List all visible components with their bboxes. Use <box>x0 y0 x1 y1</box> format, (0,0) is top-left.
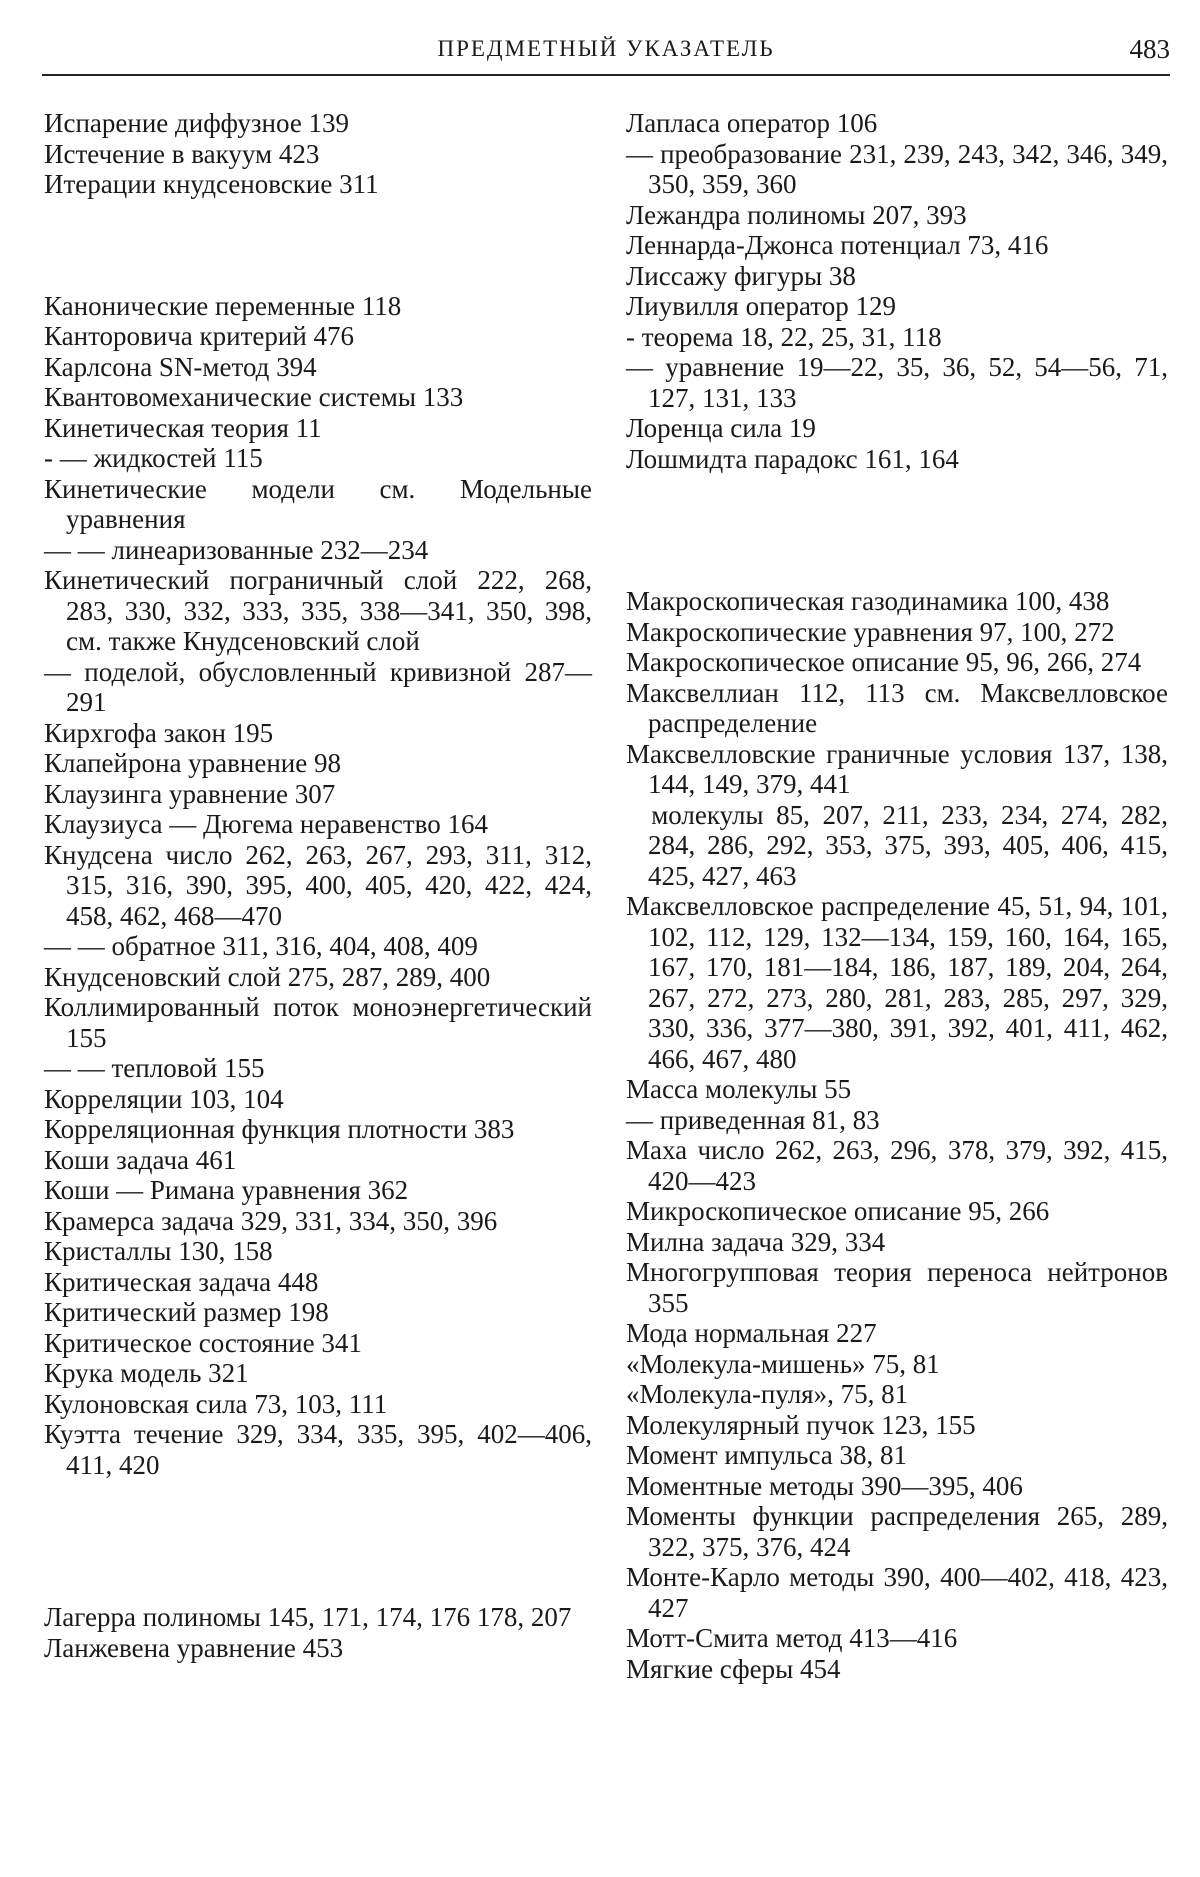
index-entry: — уравнение 19—22, 35, 36, 52, 54—56, 71, 127, 131, 133 <box>626 352 1175 413</box>
index-entry: Лежандра полиномы 207, 393 <box>626 199 967 230</box>
index-entry: Клаузиуса — Дюгема неравенство 164 <box>44 809 488 839</box>
index-entry: Квантовомеханические системы 133 <box>44 382 464 412</box>
index-entry: Итерации кнудсеновские 311 <box>44 169 379 199</box>
index-entry: Канторовича критерий 476 <box>44 321 355 351</box>
index-entry: Монте-Карло методы 390, 400—402, 418, 423, 427 <box>626 1562 1175 1623</box>
index-entry: Моменты функции распределения 265, 289, 322, 375, 376, 424 <box>626 1501 1175 1562</box>
index-entry: Многогрупповая теория переноса нейтронов 355 <box>626 1257 1175 1318</box>
index-entry: Ланжевена уравнение 453 <box>44 1632 344 1663</box>
index-entry: — — обратное 311, 316, 404, 408, 409 <box>44 931 478 961</box>
index-entry: Кинетический пограничный слой 222, 268, 283, 330, 332, 333, 335, 338—341, 350, 398, см. также Кнудсеновский слой <box>44 565 599 656</box>
section-gap <box>44 1480 592 1602</box>
index-entry: Коши — Римана уравнения 362 <box>44 1175 409 1205</box>
index-entry: Мягкие сферы 454 <box>626 1653 841 1684</box>
left-column <box>44 108 599 1663</box>
index-entry: Микроскопическое описание 95, 266 <box>626 1196 1050 1226</box>
index-entry: Карлсона SN-метод 394 <box>44 351 317 382</box>
index-entry: Коши задача 461 <box>44 1144 237 1175</box>
index-entry: Лапласа оператор 106 <box>626 108 878 138</box>
right-column <box>626 108 1175 1684</box>
index-entry: Момент импульса 38, 81 <box>626 1440 908 1470</box>
index-entry: Критическая задача 448 <box>44 1266 319 1297</box>
index-entry: Макроскопическая газодинамика 100, 438 <box>626 586 1110 616</box>
index-entry: Максвелловские граничные условия 137, 138, 144, 149, 379, 441 <box>626 738 1175 799</box>
index-entry: - — жидкостей 115 <box>44 443 263 473</box>
section-gap <box>626 474 1168 586</box>
index-section-l-cont <box>626 108 1175 474</box>
index-entry: Крука модель 321 <box>44 1358 249 1388</box>
index-entry: «Молекула-мишень» 75, 81 <box>626 1348 940 1379</box>
index-entry: Критическое состояние 341 <box>44 1327 362 1358</box>
index-entry: Канонические переменные 118 <box>44 290 402 321</box>
index-entry: «Молекула-пуля», 75, 81 <box>626 1379 909 1409</box>
section-gap <box>44 200 592 291</box>
index-entry: Лошмидта парадокс 161, 164 <box>626 443 959 474</box>
index-entry: - теорема 18, 22, 25, 31, 118 <box>626 321 942 352</box>
index-section-m <box>626 586 1175 1684</box>
index-entry: Лиссажу фигуры 38 <box>626 260 856 291</box>
page-header <box>42 30 1170 78</box>
index-entry: Кинетическая теория 11 <box>44 412 322 443</box>
index-entry: Кулоновская сила 73, 103, 111 <box>44 1388 388 1419</box>
index-entry: Милна задача 329, 334 <box>626 1226 886 1257</box>
index-entry: — — тепловой 155 <box>44 1053 265 1083</box>
index-entry: Лиувилля оператор 129 <box>626 291 896 321</box>
index-entry: Кристаллы 130, 158 <box>44 1236 273 1266</box>
index-entry: Лоренца сила 19 <box>626 413 816 443</box>
header-rule <box>42 74 1170 76</box>
index-entry: Мода нормальная 227 <box>626 1318 877 1348</box>
index-entry: Максвелловское распределение 45, 51, 94, 101, 102, 112, 129, 132—134, 159, 160, 164, 165, 167, 170, 181—184, 186, 187, 189, 204, 264, 267, 272, 273, 280, 281, 283, 285, 297, 329, 330, 336, 377—380, 391, 392, 401, 411, 462, 466, 467, 480 <box>626 891 1175 1074</box>
page-number: 483 <box>1129 34 1170 64</box>
index-entry: Куэтта течение 329, 334, 335, 395, 402—406, 411, 420 <box>44 1419 599 1480</box>
index-entry: Максвеллиан 112, 113 см. Максвелловское распределение <box>626 677 1175 738</box>
index-section-k <box>44 290 599 1481</box>
running-title: ПРЕДМЕТНЫЙ УКАЗАТЕЛЬ <box>437 36 775 61</box>
index-entry: молекулы 85, 207, 211, 233, 234, 274, 282, 284, 286, 292, 353, 375, 393, 405, 406, 415, 425, 427, 463 <box>626 799 1175 891</box>
index-entry: Корреляции 103, 104 <box>44 1083 284 1114</box>
index-entry: Лагерра полиномы 145, 171, 174, 176 178, 207 <box>44 1602 572 1632</box>
index-entry: Клаузинга уравнение 307 <box>44 778 336 809</box>
index-entry: Леннарда-Джонса потенциал 73, 416 <box>626 230 1049 260</box>
index-entry: Критический размер 198 <box>44 1297 329 1327</box>
index-entry: Макроскопические уравнения 97, 100, 272 <box>626 616 1115 647</box>
index-entry: Коллимированный поток моноэнергетический 155 <box>44 992 599 1053</box>
index-entry: Моментные методы 390—395, 406 <box>626 1470 1023 1501</box>
index-entry: Мотт-Смита метод 413—416 <box>626 1623 958 1653</box>
index-entry: — приведенная 81, 83 <box>626 1104 880 1135</box>
index-entry: Клапейрона уравнение 98 <box>44 748 341 778</box>
index-entry: Истечение в вакуум 423 <box>44 138 320 169</box>
index-entry: Кинетические модели см. Модельные уравнения <box>44 473 599 534</box>
index-entry: Корреляционная функция плотности 383 <box>44 1114 515 1144</box>
index-entry: — поделой, обусловленный кривизной 287—291 <box>44 656 592 717</box>
index-section-i <box>44 108 592 200</box>
index-entry: Масса молекулы 55 <box>626 1074 852 1104</box>
index-entry: Макроскопическое описание 95, 96, 266, 274 <box>626 647 1142 677</box>
index-section-l <box>44 1602 592 1663</box>
index-entry: Испарение диффузное 139 <box>44 108 350 138</box>
index-entry: — — линеаризованные 232—234 <box>44 534 429 565</box>
index-entry: Кнудсеновский слой 275, 287, 289, 400 <box>44 961 491 992</box>
index-entry: Кнудсена число 262, 263, 267, 293, 311, 312, 315, 316, 390, 395, 400, 405, 420, 422, 424, 458, 462, 468—470 <box>44 839 599 931</box>
index-entry: Молекулярный пучок 123, 155 <box>626 1409 976 1440</box>
index-entry: Крамерса задача 329, 331, 334, 350, 396 <box>44 1205 498 1236</box>
index-entry: Маха число 262, 263, 296, 378, 379, 392, 415, 420—423 <box>626 1135 1175 1196</box>
index-entry: — преобразование 231, 239, 243, 342, 346, 349, 350, 359, 360 <box>626 138 1175 199</box>
index-entry: Кирхгофа закон 195 <box>44 717 274 748</box>
